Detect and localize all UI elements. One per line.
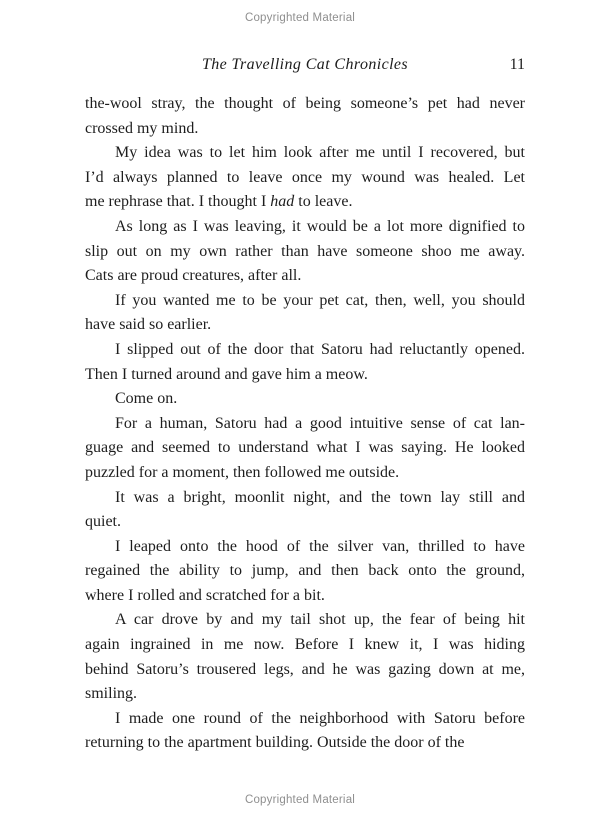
text-line: again ingrained in me now. Before I knew it, I was hiding [85, 636, 525, 654]
text-line: regained the ability to jump, and then back onto the ground, [85, 562, 525, 580]
paragraph [85, 92, 525, 141]
text-line: smiling. [85, 685, 138, 703]
text-line: Come on. [115, 390, 178, 408]
text-line: Cats are proud creatures, after all. [85, 267, 302, 285]
text-line: As long as I was leaving, it would be a lot more dignified to [115, 217, 525, 235]
text-line: A car drove by and my tail shot up, the fear of being hit [115, 611, 525, 629]
text-line: Then I turned around and gave him a meow. [85, 365, 368, 383]
text-segment: me rephrase that. I thought I [85, 193, 271, 211]
text-line: the-wool stray, the thought of being someone’s pet had never [85, 95, 525, 112]
text-line: have said so earlier. [85, 316, 212, 334]
text-line: crossed my mind. [85, 119, 199, 137]
text-line: It was a bright, moonlit night, and the town lay still and [115, 488, 525, 506]
text-line: behind Satoru’s trousered legs, and he was gazing down at me, [85, 660, 525, 678]
paragraph [85, 387, 525, 412]
paragraph [85, 486, 525, 535]
text-line: returning to the apartment building. Outside the door of the [85, 734, 465, 752]
emphasized-text: had [270, 193, 295, 211]
copyright-notice-bottom: Copyrighted Material [244, 794, 356, 806]
paragraph [85, 412, 525, 486]
text-line: quiet. [85, 513, 121, 531]
paragraph [85, 338, 525, 387]
text-line [85, 190, 525, 215]
text-line: slip out on my own rather than have someone shoo me away. [85, 242, 525, 260]
copyright-notice-top: Copyrighted Material [244, 12, 356, 24]
text-segment: to leave. [294, 193, 353, 211]
running-title: The Travelling Cat Chronicles [201, 56, 409, 73]
page-header [85, 56, 525, 78]
text-line: puzzled for a moment, then followed me outside. [85, 463, 400, 481]
text-line: For a human, Satoru had a good intuitive sense of cat lan- [115, 414, 525, 432]
text-line: I’d always planned to leave once my wound was healed. Let [85, 168, 525, 186]
text-line: guage and seemed to understand what I was saying. He looked [85, 439, 525, 457]
text-line: If you wanted me to be your pet cat, then, well, you should [115, 291, 525, 309]
text-line: I made one round of the neighborhood with Satoru before [115, 709, 525, 727]
text-line: My idea was to let him look after me until I recovered, but [115, 144, 525, 162]
paragraph [85, 535, 525, 609]
text-line: I leaped onto the hood of the silver van, thrilled to have [115, 537, 525, 555]
page-number: 11 [509, 56, 525, 73]
text-line: where I rolled and scratched for a bit. [85, 586, 325, 604]
body-text [85, 92, 525, 756]
paragraph [85, 608, 525, 706]
paragraph [85, 141, 525, 215]
paragraph [85, 707, 525, 756]
paragraph [85, 289, 525, 338]
paragraph [85, 215, 525, 289]
text-line: I slipped out of the door that Satoru had reluctantly opened. [115, 340, 525, 358]
